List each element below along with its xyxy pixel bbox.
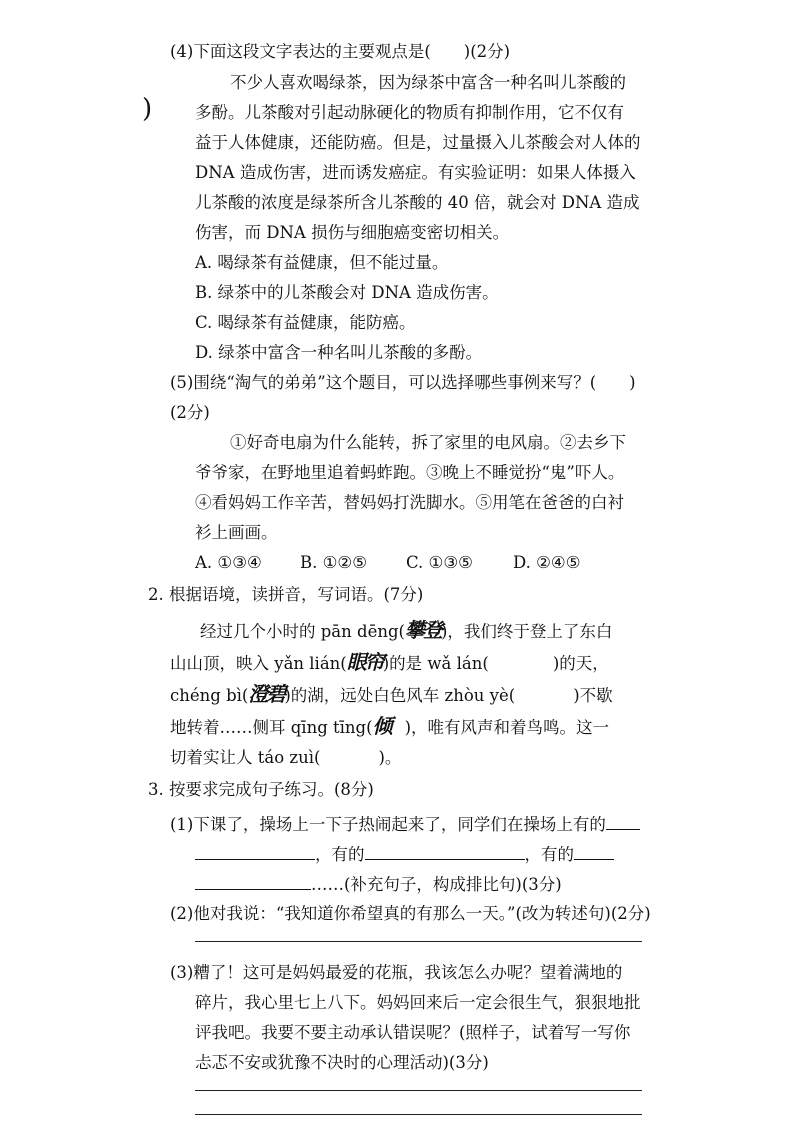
answer-line[interactable] [195, 1114, 642, 1115]
s3-p3-line: 忐忑不安或犹豫不决时的心理活动)(3分) [195, 1053, 489, 1072]
handwritten-answer: 眼帘 [346, 650, 383, 674]
q5-passage-line: 衫上画画。 [195, 523, 278, 542]
q4-passage-line: DNA 造成伤害，进而诱发癌症。有实验证明：如果人体摄入 [195, 163, 636, 182]
s2-text: 切着实让人 táo zuì( [170, 748, 321, 767]
section2-title: 2. 根据语境，读拼音，写词语。(7分) [148, 585, 424, 604]
s3-text: ……(补充句子，构成排比句)(3分) [311, 875, 562, 894]
q5-score: (2分) [170, 403, 210, 422]
q4-passage-line: 伤害，而 DNA 损伤与细胞癌变密切相关。 [195, 223, 510, 242]
s2-text: chéng bì( [170, 686, 249, 705]
s2-line-2 [170, 651, 609, 675]
q4-passage-line: 不少人喜欢喝绿茶，因为绿茶中富含一种名叫儿茶酸的 [230, 73, 626, 92]
answer-underline[interactable] [606, 811, 640, 830]
q4-passage-line: 儿茶酸的浓度是绿茶所含儿茶酸的 40 倍，就会对 DNA 造成 [195, 193, 640, 212]
answer-underline[interactable] [365, 841, 525, 860]
s3-p3-line: (3)糟了！这可是妈妈最爱的花瓶，我该怎么办呢？望着满地的 [170, 963, 623, 982]
q4-option-d[interactable]: D. 绿茶中富含一种名叫儿茶酸的多酚。 [195, 343, 483, 362]
q5-option-c[interactable]: C. ①③⑤ [406, 553, 473, 572]
s3-text: ，有的 [524, 845, 574, 864]
margin-bracket-mark: ) [142, 94, 153, 124]
answer-line[interactable] [195, 1090, 642, 1091]
q4-option-a[interactable]: A. 喝绿茶有益健康，但不能过量。 [195, 253, 449, 272]
q5-option-d[interactable]: D. ②④⑤ [513, 553, 581, 572]
s2-text: )的湖，远处白色风车 zhòu yè( [284, 686, 516, 705]
answer-underline[interactable] [195, 841, 315, 860]
q5-option-a[interactable]: A. ①③④ [195, 553, 262, 572]
handwritten-answer: 攀登 [404, 618, 441, 642]
s2-line-3 [170, 683, 613, 707]
q5-passage-line: 爷爷家，在野地里追着蚂蚱跑。③晚上不睡觉扮“鬼”吓人。 [195, 463, 625, 482]
q4-option-c[interactable]: C. 喝绿茶有益健康，能防癌。 [195, 313, 416, 332]
s2-text: )不歇 [573, 686, 613, 705]
s3-p3-line: 评我吧。我要不要主动承认错误呢？(照样子，试着写一写你 [195, 1023, 631, 1042]
answer-underline[interactable] [574, 841, 614, 860]
s2-line-1 [200, 619, 612, 643]
answer-underline[interactable] [195, 871, 311, 890]
s2-text: 经过几个小时的 pān dēng( [200, 622, 405, 641]
q4-passage-line: 益于人体健康，还能防癌。但是，过量摄入儿茶酸会对人体的 [195, 133, 641, 152]
q4-stem: (4)下面这段文字表达的主要观点是( )(2分) [170, 42, 511, 61]
s2-line-5 [170, 747, 401, 769]
answer-line[interactable] [195, 941, 642, 942]
q5-passage-line: ①好奇电扇为什么能转，拆了家里的电风扇。②去乡下 [230, 433, 626, 452]
s2-text: )的天， [552, 654, 609, 673]
s3-text: (1)下课了，操场上一下子热闹起来了，同学们在操场上有的 [170, 815, 606, 834]
s2-text: 山山顶，映入 yǎn lián( [170, 654, 347, 673]
s3-p1-line-3 [195, 871, 562, 896]
q4-passage-line: 多酚。儿茶酸对引起动脉硬化的物质有抑制作用，它不仅有 [195, 103, 624, 122]
s2-line-4 [170, 715, 609, 739]
s3-p1-line-2 [195, 841, 614, 866]
q5-stem: (5)围绕“淘气的弟弟”这个题目，可以选择哪些事例来写？( ) [170, 373, 636, 392]
s2-text: 地转着……侧耳 qīng tīng( [170, 718, 373, 737]
s2-text: )，唯有风声和着鸟鸣。这一 [404, 718, 609, 737]
handwritten-answer: 澄碧 [248, 682, 285, 706]
s2-text: )。 [378, 748, 402, 767]
s2-text: )，我们终于登上了东白 [440, 622, 613, 641]
handwritten-answer: 倾 [372, 714, 391, 738]
s3-text: ，有的 [315, 845, 365, 864]
q5-passage-line: ④看妈妈工作辛苦，替妈妈打洗脚水。⑤用笔在爸爸的白衬 [195, 493, 624, 512]
section3-title: 3. 按要求完成句子练习。(8分) [148, 780, 374, 799]
s3-p3-line: 碎片，我心里七上八下。妈妈回来后一定会很生气，狠狠地批 [195, 993, 641, 1012]
q5-option-b[interactable]: B. ①②⑤ [300, 553, 367, 572]
s3-p2: (2)他对我说：“我知道你希望真的有那么一天。”(改为转述句)(2分) [170, 904, 651, 923]
s3-p1-line-1 [170, 811, 640, 836]
q4-option-b[interactable]: B. 绿茶中的儿茶酸会对 DNA 造成伤害。 [195, 283, 499, 302]
s2-text: )的是 wǎ lán( [382, 654, 489, 673]
